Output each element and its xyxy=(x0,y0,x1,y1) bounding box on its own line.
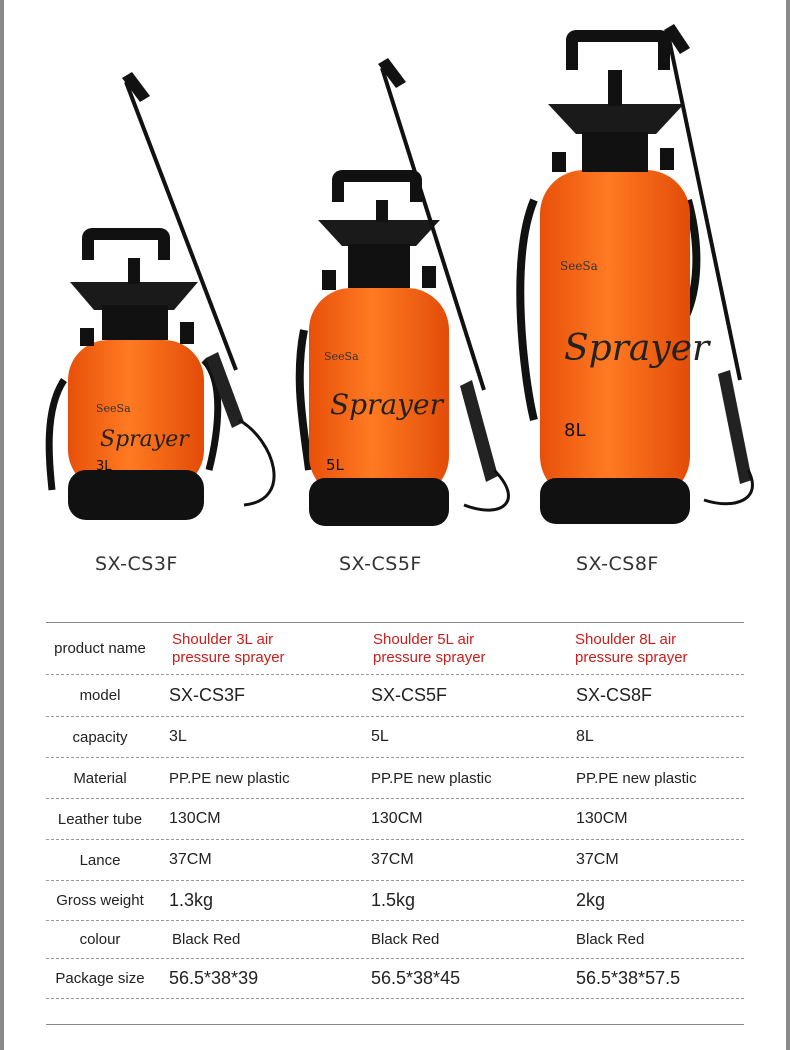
sprayer-8l-illustration xyxy=(520,24,752,524)
row-header: Lance xyxy=(79,851,121,869)
lance-3l: 37CM xyxy=(169,851,212,868)
table-bottom-rule xyxy=(46,1024,744,1025)
leather-tube-3l: 130CM xyxy=(169,810,221,827)
sprayer-3l-word: Sprayer xyxy=(100,427,189,452)
sprayer-5l-word: Sprayer xyxy=(330,388,443,421)
lance-8l: 37CM xyxy=(576,851,619,868)
package-size-5l: 56.5*38*45 xyxy=(371,968,461,988)
table-row-lance xyxy=(46,839,744,880)
capacity-5l: 5L xyxy=(371,728,389,745)
frame-right-border xyxy=(786,0,790,1050)
product-name-8l: Shoulder 8L air pressure sprayer xyxy=(575,630,688,666)
row-header: Leather tube xyxy=(57,810,143,828)
leather-tube-8l: 130CM xyxy=(576,810,628,827)
row-header: capacity xyxy=(72,728,128,746)
sprayer-5l-capacity: 5L xyxy=(326,456,344,474)
spec-table xyxy=(46,622,744,999)
table-row-model xyxy=(46,674,744,716)
material-8l: PP.PE new plastic xyxy=(576,769,697,787)
gross-weight-8l: 2kg xyxy=(576,890,606,910)
gross-weight-5l: 1.5kg xyxy=(371,890,416,910)
model-label-5l: SX-CS5F xyxy=(339,553,422,575)
row-header: Material xyxy=(73,769,127,787)
row-header: colour xyxy=(79,931,121,948)
table-row-capacity xyxy=(46,716,744,757)
row-header: Gross weight xyxy=(56,892,144,909)
row-header: model xyxy=(79,687,121,704)
product-name-5l: Shoulder 5L air pressure sprayer xyxy=(373,630,486,666)
material-5l: PP.PE new plastic xyxy=(371,769,492,787)
sprayer-8l-brand: SeeSa xyxy=(560,259,598,273)
table-row-leather-tube xyxy=(46,798,744,839)
table-row-product-name xyxy=(46,622,744,674)
product-photo xyxy=(4,0,786,600)
sprayer-3l-illustration xyxy=(49,72,274,520)
package-size-3l: 56.5*38*39 xyxy=(169,968,259,988)
sprayer-3l-capacity: 3L xyxy=(96,459,112,474)
sprayer-8l-capacity: 8L xyxy=(564,420,586,441)
model-3l: SX-CS3F xyxy=(169,685,246,705)
lance-5l: 37CM xyxy=(371,851,414,868)
gross-weight-3l: 1.3kg xyxy=(169,890,214,910)
row-header: Package size xyxy=(55,970,145,987)
colour-3l: Black Red xyxy=(172,931,241,948)
model-label-8l: SX-CS8F xyxy=(576,553,659,575)
package-size-8l: 56.5*38*57.5 xyxy=(576,968,681,988)
sprayer-5l-illustration xyxy=(300,58,509,526)
leather-tube-5l: 130CM xyxy=(371,810,423,827)
table-row-material xyxy=(46,757,744,798)
table-row-package-size xyxy=(46,958,744,999)
table-row-gross-weight xyxy=(46,880,744,920)
model-8l: SX-CS8F xyxy=(576,685,653,705)
sprayer-5l-brand: SeeSa xyxy=(324,350,359,363)
table-row-colour xyxy=(46,920,744,958)
row-header: product name xyxy=(54,640,146,657)
model-label-3l: SX-CS3F xyxy=(95,553,178,575)
material-3l: PP.PE new plastic xyxy=(169,769,290,787)
sprayer-3l-brand: SeeSa xyxy=(96,402,131,415)
model-5l: SX-CS5F xyxy=(371,685,448,705)
colour-5l: Black Red xyxy=(371,931,440,948)
capacity-3l: 3L xyxy=(169,728,187,745)
sprayer-8l-word: Sprayer xyxy=(564,328,710,369)
product-name-3l: Shoulder 3L air pressure sprayer xyxy=(172,630,285,666)
capacity-8l: 8L xyxy=(576,728,594,745)
colour-8l: Black Red xyxy=(576,931,645,948)
